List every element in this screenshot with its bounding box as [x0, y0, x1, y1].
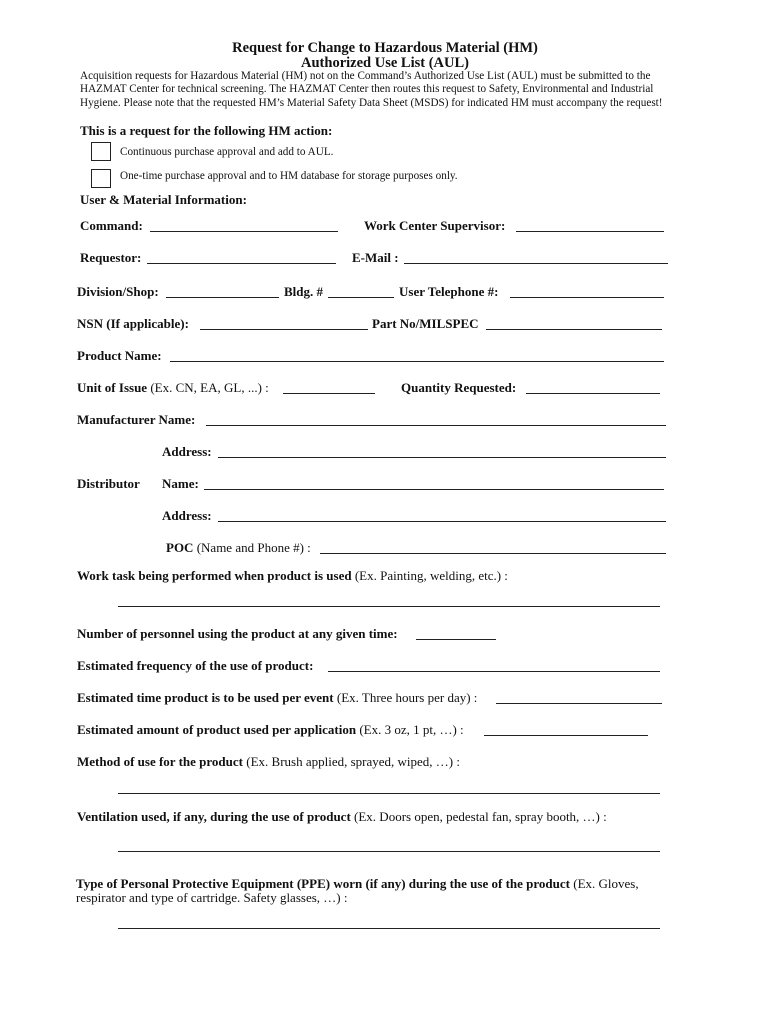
frequency-label: Estimated frequency of the use of product:: [77, 658, 314, 673]
unit-of-issue-field[interactable]: [283, 393, 375, 394]
bldg-label: Bldg. #: [284, 284, 324, 299]
ventilation-field[interactable]: [118, 851, 660, 852]
amount-per-application-field[interactable]: [484, 735, 648, 736]
method-field[interactable]: [118, 793, 660, 794]
poc-label: POC (Name and Phone #) :: [166, 540, 311, 555]
form-title-line1: Request for Change to Hazardous Material (HM): [232, 40, 538, 56]
manufacturer-name-field[interactable]: [206, 425, 666, 426]
manufacturer-address-label: Address:: [162, 444, 212, 459]
manufacturer-address-field[interactable]: [218, 457, 666, 458]
ppe-label: Type of Personal Protective Equipment (PPE) worn (if any) during the use of the product (Ex. Gloves, respirator and type of cartridge. Safety glasses, …) :: [76, 876, 639, 905]
amount-per-application-label: Estimated amount of product used per application (Ex. 3 oz, 1 pt, …) :: [77, 722, 464, 737]
ventilation-label: Ventilation used, if any, during the use of product (Ex. Doors open, pedestal fan, spray booth, …) :: [77, 809, 607, 824]
nsn-label: NSN (If applicable):: [77, 316, 189, 331]
intro-paragraph: Acquisition requests for Hazardous Material (HM) not on the Command’s Authorized Use List (AUL) must be submitted to the HAZMAT Center for technical screening. The HAZMAT Center then routes this request to Safety, Environmental and Industrial Hygiene. Please note that the requested HM’s Material Safety Data Sheet (MSDS) for indicated HM must accompany the request!: [80, 70, 663, 109]
distributor-address-label: Address:: [162, 508, 212, 523]
unit-of-issue-hint: (Ex. CN, EA, GL, ...) :: [150, 380, 269, 395]
poc-field[interactable]: [320, 553, 666, 554]
method-hint: (Ex. Brush applied, sprayed, wiped, …) :: [246, 754, 460, 769]
email-field[interactable]: [404, 263, 668, 264]
poc-hint: (Name and Phone #) :: [196, 540, 311, 555]
command-field[interactable]: [150, 231, 338, 232]
work-task-field[interactable]: [118, 606, 660, 607]
time-per-event-field[interactable]: [496, 703, 662, 704]
quantity-requested-field[interactable]: [526, 393, 660, 394]
part-no-label: Part No/MILSPEC: [372, 316, 479, 331]
manufacturer-name-label: Manufacturer Name:: [77, 412, 196, 427]
bldg-field[interactable]: [328, 297, 394, 298]
part-no-field[interactable]: [486, 329, 662, 330]
requestor-label: Requestor:: [80, 250, 142, 265]
frequency-field[interactable]: [328, 671, 660, 672]
method-label: Method of use for the product (Ex. Brush applied, sprayed, wiped, …) :: [77, 754, 460, 769]
distributor-name-field[interactable]: [204, 489, 664, 490]
work-task-label: Work task being performed when product is used (Ex. Painting, welding, etc.) :: [77, 568, 508, 583]
one-time-purchase-checkbox[interactable]: [91, 169, 111, 188]
ppe-hint: (Ex. Gloves, respirator and type of cartridge. Safety glasses, …) :: [76, 876, 639, 905]
nsn-field[interactable]: [200, 329, 368, 330]
supervisor-label: Work Center Supervisor:: [364, 218, 506, 233]
time-per-event-label: Estimated time product is to be used per event (Ex. Three hours per day) :: [77, 690, 478, 705]
num-personnel-field[interactable]: [416, 639, 496, 640]
user-telephone-field[interactable]: [510, 297, 664, 298]
action-heading: This is a request for the following HM action:: [80, 123, 333, 138]
requestor-field[interactable]: [147, 263, 336, 264]
distributor-label: Distributor: [77, 476, 140, 491]
product-name-label: Product Name:: [77, 348, 162, 363]
distributor-name-label: Name:: [162, 476, 199, 491]
one-time-purchase-label: One-time purchase approval and to HM database for storage purposes only.: [120, 170, 458, 182]
user-telephone-label: User Telephone #:: [399, 284, 499, 299]
amount-per-application-hint: (Ex. 3 oz, 1 pt, …) :: [359, 722, 464, 737]
division-shop-label: Division/Shop:: [77, 284, 159, 299]
time-per-event-hint: (Ex. Three hours per day) :: [336, 690, 478, 705]
continuous-purchase-checkbox[interactable]: [91, 142, 111, 161]
ppe-field[interactable]: [118, 928, 660, 929]
num-personnel-label: Number of personnel using the product at any given time:: [77, 626, 398, 641]
form-title-line2: Authorized Use List (AUL): [301, 55, 469, 71]
user-material-heading: User & Material Information:: [80, 192, 247, 207]
email-label: E-Mail :: [352, 250, 399, 265]
command-label: Command:: [80, 218, 143, 233]
work-task-hint: (Ex. Painting, welding, etc.) :: [354, 568, 508, 583]
distributor-address-field[interactable]: [218, 521, 666, 522]
quantity-requested-label: Quantity Requested:: [401, 380, 517, 395]
continuous-purchase-label: Continuous purchase approval and add to AUL.: [120, 146, 334, 158]
division-shop-field[interactable]: [166, 297, 279, 298]
supervisor-field[interactable]: [516, 231, 664, 232]
unit-of-issue-label: Unit of Issue (Ex. CN, EA, GL, ...) :: [77, 380, 269, 395]
ventilation-hint: (Ex. Doors open, pedestal fan, spray booth, …) :: [354, 809, 607, 824]
product-name-field[interactable]: [170, 361, 664, 362]
